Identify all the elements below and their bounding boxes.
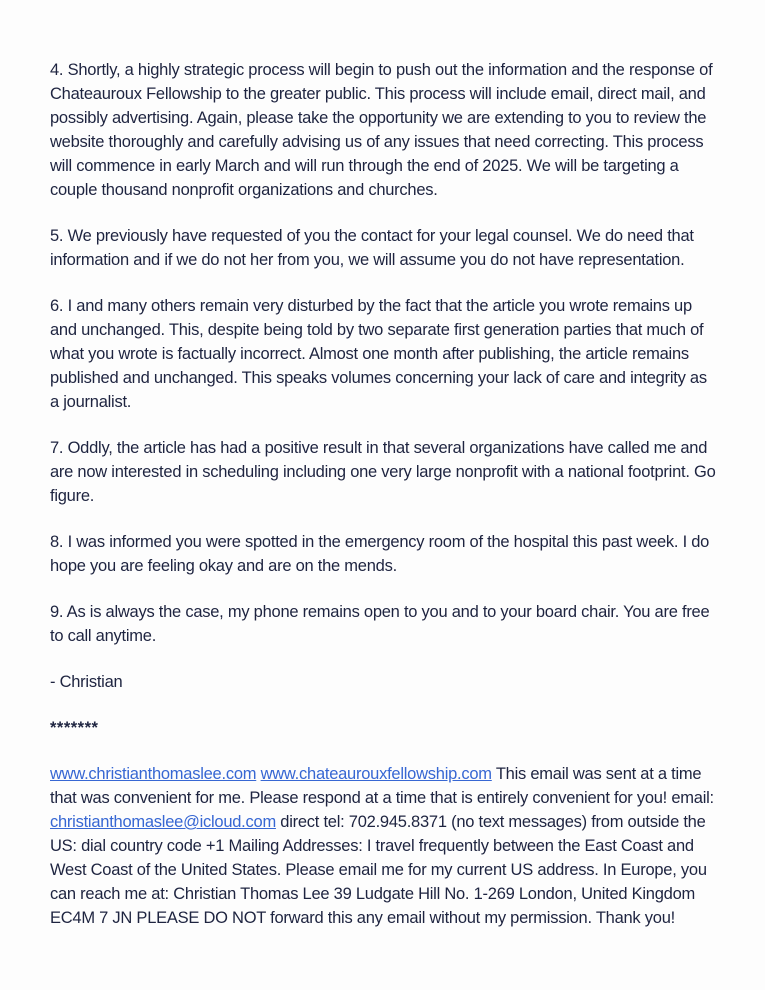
asterisk-divider: ******* xyxy=(50,719,99,737)
paragraph-5: 5. We previously have requested of you the contact for your legal counsel. We do need that information and if we do not her from you, we will assume you do not have representation. xyxy=(50,227,694,269)
paragraph-9: 9. As is always the case, my phone remains open to you and to your board chair. You are free to call anytime. xyxy=(50,603,710,645)
footer-block xyxy=(50,762,718,930)
paragraph-6: 6. I and many others remain very disturbed by the fact that the article you wrote remains up and unchanged. This, despite being told by two separate first generation parties that much of what you wrote is factually incorrect. Almost one month after publishing, the article remains published and unchanged. This speaks volumes concerning your lack of care and integrity as a journalist. xyxy=(50,297,707,411)
link-christianthomaslee[interactable]: www.christianthomaslee.com xyxy=(50,765,257,783)
paragraph-8: 8. I was informed you were spotted in the emergency room of the hospital this past week. I do hope you are feeling okay and are on the mends. xyxy=(50,533,710,575)
footer-text-middle: This email was sent at a time that was convenient for me. Please respond at a time that is entirely convenient for you! email: xyxy=(50,765,714,807)
letter-body xyxy=(50,58,718,930)
paragraph-7: 7. Oddly, the article has had a positive result in that several organizations have called me and are now interested in scheduling including one very large nonprofit with a national footprint. Go figure. xyxy=(50,439,716,505)
paragraph-4: 4. Shortly, a highly strategic process will begin to push out the information and the response of Chateauroux Fellowship to the greater public. This process will include email, direct mail, and possibly advertising. Again, please take the opportunity we are extending to you to review the website thoroughly and carefully advising us of any issues that need correcting. This process will commence in early March and will run through the end of 2025. We will be targeting a couple thousand nonprofit organizations and churches. xyxy=(50,61,713,199)
signature: - Christian xyxy=(50,673,123,691)
link-chateaurouxfellowship[interactable]: www.chateaurouxfellowship.com xyxy=(260,765,492,783)
link-email[interactable]: christianthomaslee@icloud.com xyxy=(50,813,276,831)
footer-text-tail: direct tel: 702.945.8371 (no text messages) from outside the US: dial country code +1 Mailing Addresses: I travel frequently between the East Coast and West Coast of the United States. Please email me for my current US address. In Europe, you can reach me at: Christian Thomas Lee 39 Ludgate Hill No. 1-269 London, United Kingdom EC4M 7 JN PLEASE DO NOT forward this any email without my permission. Thank you! xyxy=(50,813,707,927)
